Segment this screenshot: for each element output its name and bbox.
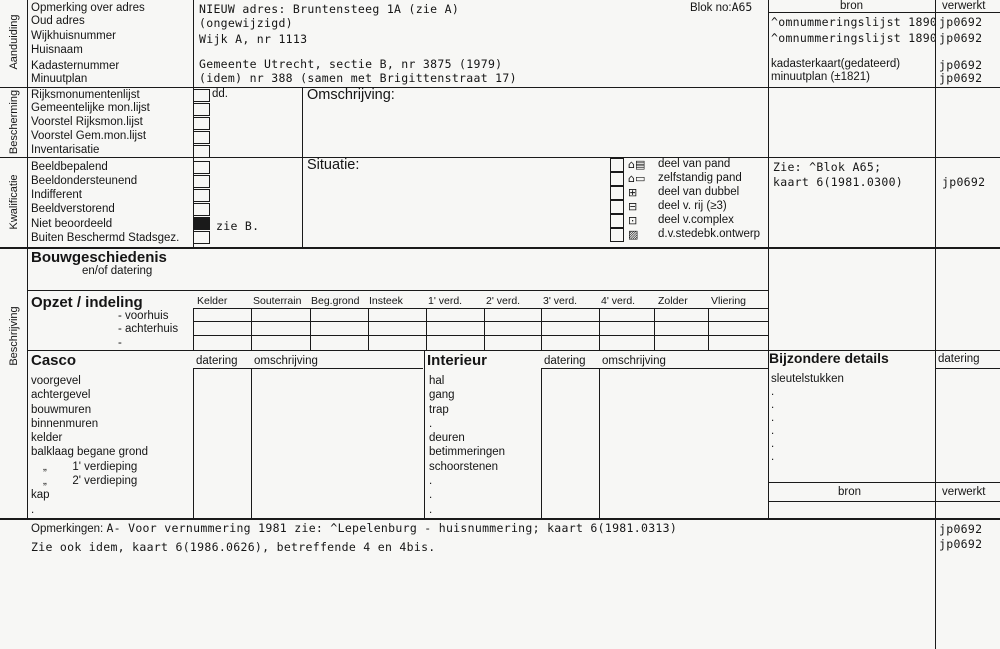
opmerkingen-line-2: Zie ook idem, kaart 6(1986.0626), betreffende 4 en 4bis. [31,540,436,554]
bijzondere-dot-2: . [771,399,775,411]
interieur-dot-2: . [429,475,433,488]
note-zie-b: zie B. [216,219,260,233]
kwalificatie-bron-2: kaart 6(1981.0300) [773,175,904,189]
interieur-title: Interieur [427,352,488,369]
field-beeldverstorend: Beeldverstorend [31,203,115,215]
urban-design-icon: ▨ [628,228,639,241]
floor-insteek: Insteek [369,295,403,307]
typed-kadasternummer: Gemeente Utrecht, sectie B, nr 3875 (1979) [199,57,503,71]
verwerkt-4: jp0692 [939,71,983,85]
opmerkingen-verwerkt-2: jp0692 [939,537,983,551]
row-achterhuis: - achterhuis [118,323,179,335]
casco-omschrijving: omschrijving [254,355,318,367]
casco-datering: datering [196,355,238,367]
bron-line-4: minuutplan (±1821) [771,71,871,83]
situatie-deel-v-complex: deel v.complex [658,214,734,226]
casco-kelder: kelder [31,432,63,445]
floor-vliering: Vliering [711,295,747,307]
interieur-trap: trap [429,403,449,416]
opmerkingen-label: Opmerkingen: [31,523,104,535]
interieur-schoorstenen: schoorstenen [429,460,499,473]
field-wijkhuisnummer: Wijkhuisnummer [31,30,116,42]
interieur-items [429,374,505,517]
checkbox-gemeentelijke[interactable] [193,103,210,116]
situatie-stedebk-ontwerp: d.v.stedebk.ontwerp [658,228,761,240]
bijzondere-datering: datering [938,353,980,365]
casco-balklaag: balklaag begane grond [31,446,149,459]
casco-1-verdieping: „ 1' verdieping [43,460,138,473]
bijzondere-dot-6: . [771,451,775,463]
house-complex-icon: ⊡ [628,214,638,227]
field-voorstel-gem-mon-lijst: Voorstel Gem.mon.lijst [31,130,147,142]
field-beeldbepalend: Beeldbepalend [31,161,108,173]
situatie-deel-van-pand: deel van pand [658,158,731,170]
casco-voorgevel: voorgevel [31,375,81,387]
typed-minuutplan: (idem) nr 388 (samen met Brigittenstraat 17) [199,71,517,85]
checkbox-voorstel-gem[interactable] [193,131,210,144]
label-dd: dd. [212,88,228,100]
situatie-deel-van-dubbel: deel van dubbel [658,186,740,198]
verwerkt-2: jp0692 [939,31,983,45]
casco-2-verdieping: „ 2' verdieping [43,475,138,488]
bijzondere-dot-3: . [771,412,775,424]
casco-kap: kap [31,489,50,502]
field-beeldondersteunend: Beeldondersteunend [31,175,138,187]
side-label-bescherming: Bescherming [8,89,20,155]
bijzondere-items [771,373,844,464]
house-part-icon: ⌂▤ [628,158,646,171]
checkbox-stedebk-ontwerp[interactable] [610,228,624,242]
bijzondere-sleutelstukken: sleutelstukken [771,373,844,385]
side-label-aanduiding: Aanduiding [8,14,20,70]
interieur-datering: datering [544,355,586,367]
header-verwerkt: verwerkt [942,0,986,12]
kwalificatie-verwerkt: jp0692 [942,175,986,189]
opmerkingen-verwerkt-1: jp0692 [939,522,983,536]
checkbox-deel-v-complex[interactable] [610,214,624,228]
field-voorstel-rijksmon-lijst: Voorstel Rijksmon.lijst [31,116,143,128]
kwalificatie-bron-1: Zie: ^Blok A65; [773,160,882,174]
bijzondere-title: Bijzondere details [769,350,889,366]
field-indifferent: Indifferent [31,189,82,201]
interieur-gang: gang [429,389,455,402]
label-omschrijving: Omschrijving: [307,87,395,103]
verwerkt-3: jp0692 [939,58,983,72]
casco-bouwmuren: bouwmuren [31,403,92,416]
floor-1-verd: 1' verd. [428,295,463,307]
interieur-deuren: deuren [429,432,465,445]
label-opzet-indeling: Opzet / indeling [31,294,143,311]
blok-number [690,1,752,15]
interieur-betimmeringen: betimmeringen [429,446,506,459]
typed-oud-adres: (ongewijzigd) [199,16,293,30]
beschrijving-bron: bron [838,486,862,498]
typed-wijkhuisnummer: Wijk A, nr 1113 [199,32,308,46]
interieur-dot-1: . [429,417,433,430]
checkbox-niet-beoordeeld[interactable] [193,217,210,230]
field-rijksmonumentenlijst: Rijksmonumentenlijst [31,89,140,101]
house-standalone-icon: ⌂▭ [628,172,646,185]
casco-title: Casco [31,352,77,369]
field-oud-adres: Oud adres [31,15,85,27]
interieur-dot-3: . [429,489,433,502]
floor-souterrain: Souterrain [253,295,302,307]
bron-line-2: ^omnummeringslijst 1890 [771,31,938,45]
interieur-omschrijving: omschrijving [602,355,666,367]
header-bron: bron [840,0,864,12]
house-row-icon: ⊟ [628,200,638,213]
field-minuutplan: Minuutplan [31,73,88,85]
checkbox-inventarisatie[interactable] [193,145,210,158]
bron-line-1: ^omnummeringslijst 1890 [771,15,938,29]
casco-binnenmuren: binnenmuren [31,417,99,430]
bijzondere-dot-4: . [771,425,775,437]
blok-label: Blok no: [690,2,732,14]
field-niet-beoordeeld: Niet beoordeeld [31,218,113,230]
field-inventarisatie: Inventarisatie [31,144,100,156]
checkbox-buiten-beschermd[interactable] [193,231,210,244]
row-voorhuis: - voorhuis [118,310,169,322]
interieur-hal: hal [429,375,445,387]
side-label-beschrijving: Beschrijving [8,306,20,366]
label-datering: en/of datering [82,265,153,277]
checkbox-zelfstandig-pand[interactable] [610,172,624,186]
field-kadasternummer: Kadasternummer [31,60,120,72]
typed-nieuw-adres: NIEUW adres: Bruntensteeg 1A (zie A) [199,2,460,16]
bijzondere-dot-5: . [771,438,775,450]
situatie-zelfstandig-pand: zelfstandig pand [658,172,742,184]
checkbox-deel-v-rij[interactable] [610,200,624,214]
opmerkingen-block [31,522,677,536]
label-situatie: Situatie: [307,157,360,173]
interieur-dot-4: . [429,503,433,516]
situatie-deel-v-rij: deel v. rij (≥3) [658,200,727,212]
house-double-icon: ⊞ [628,186,638,199]
checkbox-indifferent[interactable] [193,189,210,202]
floor-kelder: Kelder [197,295,228,307]
casco-dot: . [31,503,35,516]
floor-beg-grond: Beg.grond [311,295,360,307]
side-label-kwalificatie: Kwalificatie [8,174,20,230]
floor-4-verd: 4' verd. [601,295,636,307]
floor-zolder: Zolder [658,295,688,307]
checkbox-beeldbepalend[interactable] [193,161,210,174]
checkbox-beeldondersteunend[interactable] [193,175,210,188]
field-opmerking-over-adres: Opmerking over adres [31,2,145,14]
bijzondere-dot-1: . [771,386,775,398]
verwerkt-1: jp0692 [939,15,983,29]
opmerkingen-line-1: A- Voor vernummering 1981 zie: ^Lepelenburg - huisnummering; kaart 6(1981.0313) [106,521,678,535]
checkbox-beeldverstorend[interactable] [193,203,210,216]
floor-3-verd: 3' verd. [543,295,578,307]
casco-achtergevel: achtergevel [31,389,91,402]
blok-value: A65 [731,0,753,14]
field-huisnaam: Huisnaam [31,44,83,56]
casco-items [31,374,148,517]
checkbox-deel-van-pand[interactable] [610,158,624,172]
bron-line-3: kadasterkaart(gedateerd) [771,58,901,70]
checkbox-voorstel-rijks[interactable] [193,117,210,130]
field-buiten-beschermd: Buiten Beschermd Stadsgez. [31,232,180,244]
beschrijving-verwerkt: verwerkt [942,486,986,498]
field-gemeentelijke-mon-lijst: Gemeentelijke mon.lijst [31,102,150,114]
label-bouwgeschiedenis: Bouwgeschiedenis [31,249,167,266]
floor-2-verd: 2' verd. [486,295,521,307]
checkbox-rijksmonumentenlijst[interactable] [193,89,210,102]
row-extra: - [118,337,122,349]
checkbox-deel-van-dubbel[interactable] [610,186,624,200]
